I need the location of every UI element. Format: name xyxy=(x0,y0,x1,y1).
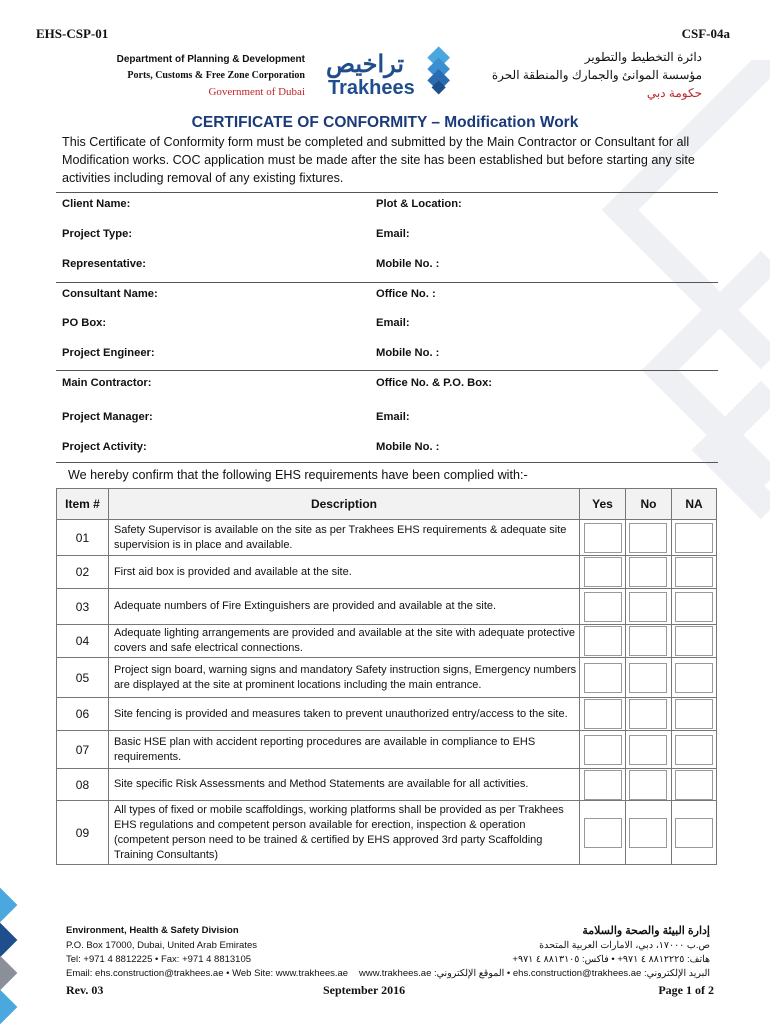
header-na: NA xyxy=(671,489,716,520)
no-cell xyxy=(626,731,672,769)
form-reference: CSF-04a xyxy=(681,26,730,41)
na-checkbox[interactable] xyxy=(675,770,713,800)
footer-arabic-email: البريد الإلكتروني: ehs.construction@trakhees.ae • الموقع الإلكتروني: www.trakhees.ae xyxy=(359,968,710,979)
decor-diamond xyxy=(0,922,17,959)
table-row xyxy=(57,731,717,769)
yes-cell xyxy=(580,625,626,658)
item-number: 04 xyxy=(57,625,109,658)
form-code: EHS-CSP-01 xyxy=(36,26,109,41)
no-cell xyxy=(626,589,672,625)
table-row xyxy=(57,520,717,556)
header-yes: Yes xyxy=(580,489,626,520)
yes-checkbox[interactable] xyxy=(584,523,622,553)
project-engineer-label: Project Engineer: xyxy=(62,347,155,359)
project-manager-label: Project Manager: xyxy=(62,411,153,423)
item-description: First aid box is provided and available at the site. xyxy=(108,556,579,589)
logo-arabic: تراخيص xyxy=(326,51,405,78)
na-checkbox[interactable] xyxy=(675,663,713,693)
item-description: Adequate lighting arrangements are provided and available at the site with adequate protective covers and safe electrical connections. xyxy=(108,625,579,658)
table-row xyxy=(57,625,717,658)
corporation-name: Ports, Customs & Free Zone Corporation xyxy=(127,70,305,81)
na-checkbox[interactable] xyxy=(675,699,713,729)
revision: Rev. 03 xyxy=(66,983,104,997)
item-number: 07 xyxy=(57,731,109,769)
item-number: 03 xyxy=(57,589,109,625)
yes-checkbox[interactable] xyxy=(584,663,622,693)
decor-diamond xyxy=(0,989,17,1025)
arabic-government-name: حكومة دبي xyxy=(646,86,702,100)
consultant-name-label: Consultant Name: xyxy=(62,288,158,300)
na-checkbox[interactable] xyxy=(675,592,713,622)
table-row xyxy=(57,698,717,731)
na-cell xyxy=(671,769,716,801)
header-no: No xyxy=(626,489,672,520)
page-number: Page 1 of 2 xyxy=(658,983,714,997)
project-activity-label: Project Activity: xyxy=(62,441,147,453)
yes-cell xyxy=(580,520,626,556)
item-description: Site specific Risk Assessments and Method Statements are available for all activities. xyxy=(108,769,579,801)
client-name-label: Client Name: xyxy=(62,198,131,210)
decor-diamond xyxy=(0,955,17,992)
email-label: Email: xyxy=(376,411,410,423)
email-label: Email: xyxy=(376,317,410,329)
dept-name: Department of Planning & Development xyxy=(116,54,305,65)
logo-english: Trakhees xyxy=(328,77,415,99)
no-checkbox[interactable] xyxy=(629,663,667,693)
item-description: Safety Supervisor is available on the site as per Trakhees EHS requirements & adequate site supervision is in place and available. xyxy=(108,520,579,556)
yes-cell xyxy=(580,658,626,698)
item-number: 01 xyxy=(57,520,109,556)
office-no-label: Office No. : xyxy=(376,288,436,300)
page-title: CERTIFICATE OF CONFORMITY – Modification Work xyxy=(191,114,579,131)
yes-checkbox[interactable] xyxy=(584,699,622,729)
na-cell xyxy=(671,698,716,731)
no-cell xyxy=(626,658,672,698)
item-number: 06 xyxy=(57,698,109,731)
representative-label: Representative: xyxy=(62,258,146,270)
intro-paragraph: This Certificate of Conformity form must be completed and submitted by the Main Contractor or Consultant for all Modification works. COC application must be made after the site has been established but before starting any site activities including removal of any existing fixtures. xyxy=(62,135,695,185)
header-description: Description xyxy=(108,489,579,520)
na-cell xyxy=(671,589,716,625)
footer-division: Environment, Health & Safety Division xyxy=(66,925,239,936)
divider xyxy=(56,370,718,371)
header-item: Item # xyxy=(57,489,109,520)
na-cell xyxy=(671,556,716,589)
yes-checkbox[interactable] xyxy=(584,818,622,848)
footer-po-box: P.O. Box 17000, Dubai, United Arab Emirates xyxy=(66,940,257,951)
na-checkbox[interactable] xyxy=(675,557,713,587)
no-checkbox[interactable] xyxy=(629,523,667,553)
no-cell xyxy=(626,698,672,731)
na-checkbox[interactable] xyxy=(675,735,713,765)
item-description: All types of fixed or mobile scaffoldings, working platforms shall be provided as per Trakhees EHS regulations and competent person available for erection, inspection & operation (competent person need to be trained & certified by EHS approved 3rd party Scaffolding Training Consultants) xyxy=(108,801,579,865)
no-cell xyxy=(626,625,672,658)
requirements-table xyxy=(56,488,717,865)
no-cell xyxy=(626,556,672,589)
item-number: 02 xyxy=(57,556,109,589)
yes-cell xyxy=(580,731,626,769)
po-box-label: PO Box: xyxy=(62,317,107,329)
yes-cell xyxy=(580,769,626,801)
item-description: Project sign board, warning signs and mandatory Safety instruction signs, Emergency numbers are displayed at the site at prominent locations including the main entrance. xyxy=(108,658,579,698)
table-row xyxy=(57,769,717,801)
no-checkbox[interactable] xyxy=(629,735,667,765)
table-row xyxy=(57,556,717,589)
plot-location-label: Plot & Location: xyxy=(376,198,462,210)
no-checkbox[interactable] xyxy=(629,592,667,622)
no-checkbox[interactable] xyxy=(629,699,667,729)
divider xyxy=(56,282,718,283)
yes-checkbox[interactable] xyxy=(584,557,622,587)
government-name: Government of Dubai xyxy=(208,86,305,98)
yes-cell xyxy=(580,698,626,731)
footer-email-web: Email: ehs.construction@trakhees.ae • Web Site: www.trakhees.ae xyxy=(66,968,349,979)
footer-tel-fax: Tel: +971 4 8812225 • Fax: +971 4 8813105 xyxy=(66,954,252,965)
no-cell xyxy=(626,801,672,865)
mobile-label: Mobile No. : xyxy=(376,258,440,270)
yes-checkbox[interactable] xyxy=(584,770,622,800)
na-cell xyxy=(671,520,716,556)
table-row xyxy=(57,801,717,865)
no-checkbox[interactable] xyxy=(629,557,667,587)
na-cell xyxy=(671,731,716,769)
footer-arabic-po: ص.ب ١٧٠٠٠، دبي، الامارات العربية المتحدة xyxy=(539,940,710,951)
yes-cell xyxy=(580,556,626,589)
issue-date: September 2016 xyxy=(323,983,406,997)
arabic-dept-name: دائرة التخطيط والتطوير xyxy=(584,50,702,64)
divider xyxy=(56,462,718,463)
no-checkbox[interactable] xyxy=(629,626,667,656)
item-number: 08 xyxy=(57,769,109,801)
arabic-corporation-name: مؤسسة الموانئ والجمارك والمنطقة الحرة xyxy=(491,68,702,82)
decor-diamond xyxy=(0,887,17,924)
yes-checkbox[interactable] xyxy=(584,626,622,656)
mobile-label: Mobile No. : xyxy=(376,441,440,453)
item-number: 09 xyxy=(57,801,109,865)
no-cell xyxy=(626,520,672,556)
na-checkbox[interactable] xyxy=(675,626,713,656)
table-row xyxy=(57,589,717,625)
item-description: Adequate numbers of Fire Extinguishers are provided and available at the site. xyxy=(108,589,579,625)
yes-checkbox[interactable] xyxy=(584,735,622,765)
main-contractor-label: Main Contractor: xyxy=(62,377,152,389)
table-row xyxy=(57,658,717,698)
yes-cell xyxy=(580,589,626,625)
na-checkbox[interactable] xyxy=(675,818,713,848)
item-number: 05 xyxy=(57,658,109,698)
divider xyxy=(56,192,718,193)
no-checkbox[interactable] xyxy=(629,818,667,848)
project-type-label: Project Type: xyxy=(62,228,133,240)
no-cell xyxy=(626,769,672,801)
email-label: Email: xyxy=(376,228,410,240)
na-cell xyxy=(671,625,716,658)
confirmation-statement: We hereby confirm that the following EHS requirements have been complied with:- xyxy=(68,468,528,482)
yes-checkbox[interactable] xyxy=(584,592,622,622)
yes-cell xyxy=(580,801,626,865)
mobile-label: Mobile No. : xyxy=(376,347,440,359)
item-description: Site fencing is provided and measures taken to prevent unauthorized entry/access to the site. xyxy=(108,698,579,731)
na-cell xyxy=(671,658,716,698)
na-checkbox[interactable] xyxy=(675,523,713,553)
item-description: Basic HSE plan with accident reporting procedures are available in compliance to EHS requirements. xyxy=(108,731,579,769)
footer-arabic-tel: هاتف: ٨٨١٢٢٢٥ ٤ ٩٧١+ • فاكس: ٨٨١٣١٠٥ ٤ ٩٧١+ xyxy=(512,954,710,965)
footer-arabic-division: إدارة البيئة والصحة والسلامة xyxy=(582,925,710,937)
na-cell xyxy=(671,801,716,865)
office-po-label: Office No. & P.O. Box: xyxy=(376,377,493,389)
no-checkbox[interactable] xyxy=(629,770,667,800)
